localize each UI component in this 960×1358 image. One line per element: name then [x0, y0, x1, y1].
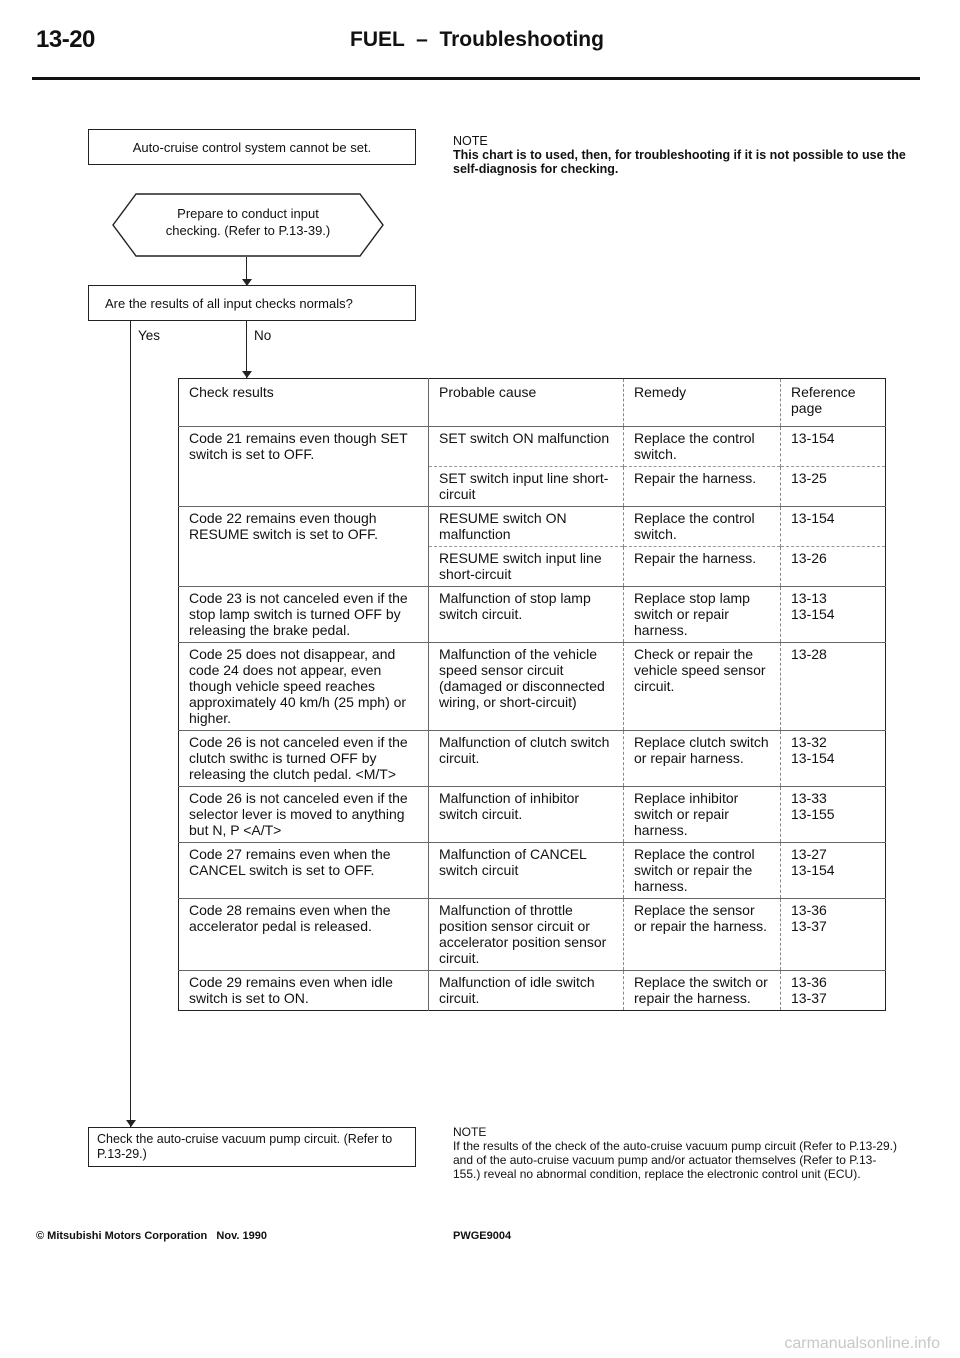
prepare-hexagon — [112, 193, 384, 257]
prepare-line-1: Prepare to conduct input — [177, 206, 319, 221]
cell-check-result: Code 21 remains even though SET switch is set to OFF. — [179, 427, 429, 507]
question-box — [88, 285, 416, 321]
cell-probable-cause: SET switch ON malfunction — [429, 427, 624, 467]
cell-reference-page: 13-36 13-37 — [781, 899, 886, 971]
header-reference-page: Reference page — [791, 384, 856, 416]
cell-remedy: Repair the harness. — [624, 467, 781, 507]
cell-remedy: Replace the control switch or repair the harness. — [624, 843, 781, 899]
prepare-text — [112, 205, 384, 239]
cell-remedy: Repair the harness. — [624, 547, 781, 587]
cell-reference-page: 13-25 — [781, 467, 886, 507]
cell-check-result: Code 28 remains even when the accelerator pedal is released. — [179, 899, 429, 971]
page-title: FUEL – Troubleshooting — [350, 28, 604, 51]
question-text: Are the results of all input checks normals? — [105, 295, 353, 311]
cell-check-result: Code 22 remains even though RESUME switch is set to OFF. — [179, 507, 429, 587]
page-number: 13-20 — [36, 26, 95, 53]
yes-label: Yes — [138, 328, 161, 343]
cell-probable-cause: SET switch input line short-circuit — [429, 467, 624, 507]
table-body — [179, 427, 886, 1011]
note-bottom-text: If the results of the check of the auto-cruise vacuum pump circuit (Refer to P.13-29.) and of the auto-cruise vacuum pump and/or actuator themselves (Refer to P.13-155.) reveal no abnormal condition, replace the electronic control unit (ECU). — [453, 1139, 897, 1181]
cell-reference-page: 13-13 13-154 — [781, 587, 886, 643]
note-top-label: NOTE — [453, 134, 488, 148]
cell-check-result: Code 26 is not canceled even if the selector lever is moved to anything but N, P <A/T> — [179, 787, 429, 843]
cell-probable-cause: Malfunction of idle switch circuit. — [429, 971, 624, 1011]
arrow-down-icon — [242, 371, 252, 378]
cell-check-result: Code 23 is not canceled even if the stop lamp switch is turned OFF by releasing the brake pedal. — [179, 587, 429, 643]
start-box-text: Auto-cruise control system cannot be set. — [132, 139, 372, 155]
cell-reference-page: 13-154 — [781, 427, 886, 467]
cell-reference-page: 13-33 13-155 — [781, 787, 886, 843]
cell-remedy: Check or repair the vehicle speed sensor circuit. — [624, 643, 781, 731]
arrow-down-icon — [126, 1120, 136, 1127]
note-top — [453, 134, 913, 176]
yes-branch-line — [130, 321, 131, 1127]
table-row — [179, 971, 886, 1011]
end-box — [88, 1127, 416, 1167]
cell-reference-page: 13-36 13-37 — [781, 971, 886, 1011]
cell-reference-page: 13-28 — [781, 643, 886, 731]
note-top-text: This chart is to used, then, for troubleshooting if it is not possible to use the self-diagnosis for checking. — [453, 148, 906, 176]
table-row — [179, 507, 886, 547]
note-bottom — [453, 1125, 903, 1181]
table-row — [179, 843, 886, 899]
cell-probable-cause: Malfunction of the vehicle speed sensor circuit (damaged or disconnected wiring, or short-circuit) — [429, 643, 624, 731]
cell-probable-cause: Malfunction of CANCEL switch circuit — [429, 843, 624, 899]
cell-check-result: Code 26 is not canceled even if the clutch swithc is turned OFF by releasing the clutch pedal. <M/T> — [179, 731, 429, 787]
cell-probable-cause: Malfunction of clutch switch circuit. — [429, 731, 624, 787]
table-row — [179, 587, 886, 643]
cell-remedy: Replace clutch switch or repair harness. — [624, 731, 781, 787]
header-remedy: Remedy — [624, 379, 781, 427]
cell-remedy: Replace the control switch. — [624, 427, 781, 467]
watermark: carmanualsonline.info — [784, 1335, 940, 1352]
check-results-table — [178, 378, 886, 1011]
table-row — [179, 427, 886, 467]
cell-reference-page: 13-32 13-154 — [781, 731, 886, 787]
cell-check-result: Code 29 remains even when idle switch is set to ON. — [179, 971, 429, 1011]
cell-remedy: Replace the switch or repair the harness. — [624, 971, 781, 1011]
table-row — [179, 731, 886, 787]
cell-remedy: Replace the control switch. — [624, 507, 781, 547]
header-check-results: Check results — [179, 379, 429, 427]
cell-probable-cause: Malfunction of throttle position sensor circuit or accelerator position sensor circuit. — [429, 899, 624, 971]
table-row — [179, 787, 886, 843]
no-label: No — [254, 328, 272, 343]
prepare-line-2: checking. (Refer to P.13-39.) — [165, 223, 331, 238]
table-row — [179, 643, 886, 731]
cell-check-result: Code 25 does not disappear, and code 24 does not appear, even though vehicle speed reaches approximately 40 km/h (25 mph) or higher. — [179, 643, 429, 731]
header-rule — [32, 77, 920, 80]
cell-check-result: Code 27 remains even when the CANCEL switch is set to OFF. — [179, 843, 429, 899]
cell-remedy: Replace the sensor or repair the harness. — [624, 899, 781, 971]
cell-probable-cause: RESUME switch input line short-circuit — [429, 547, 624, 587]
cell-reference-page: 13-27 13-154 — [781, 843, 886, 899]
table-row — [179, 899, 886, 971]
start-box — [88, 129, 416, 165]
cell-remedy: Replace inhibitor switch or repair harness. — [624, 787, 781, 843]
cell-reference-page: 13-26 — [781, 547, 886, 587]
cell-probable-cause: Malfunction of stop lamp switch circuit. — [429, 587, 624, 643]
cell-remedy: Replace stop lamp switch or repair harness. — [624, 587, 781, 643]
cell-probable-cause: Malfunction of inhibitor switch circuit. — [429, 787, 624, 843]
end-box-text: Check the auto-cruise vacuum pump circuit. (Refer to P.13-29.) — [97, 1132, 393, 1161]
footer-copyright: © Mitsubishi Motors Corporation Nov. 1990 — [36, 1230, 267, 1242]
header-probable-cause: Probable cause — [429, 379, 624, 427]
note-bottom-label: NOTE — [453, 1125, 487, 1139]
footer-code: PWGE9004 — [453, 1230, 512, 1242]
cell-probable-cause: RESUME switch ON malfunction — [429, 507, 624, 547]
table-header-row — [179, 379, 886, 427]
no-branch-line — [246, 321, 247, 378]
cell-reference-page: 13-154 — [781, 507, 886, 547]
